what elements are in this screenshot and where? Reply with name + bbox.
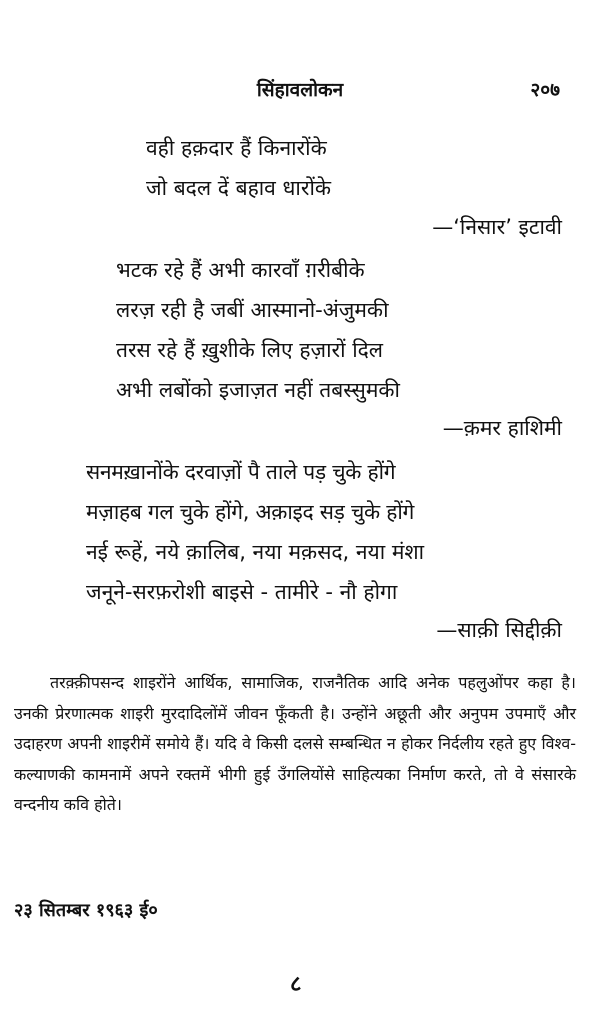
verse-line: वही हक़दार हैं किनारोंके bbox=[146, 136, 327, 160]
page-header bbox=[0, 76, 600, 102]
date-line: २३ सितम्बर १९६३ ई० bbox=[14, 900, 158, 921]
prose-paragraph-block bbox=[14, 668, 576, 821]
footer-mark: ८ bbox=[290, 972, 302, 997]
poet-attribution: —क़मर हाशिमी bbox=[442, 416, 562, 440]
verse-line: सनमख़ानोंके दरवाज़ों पै ताले पड़ चुके होंगे bbox=[86, 460, 396, 484]
verse-line: लरज़ रही है जबीं आस्मानो-अंजुमकी bbox=[116, 298, 389, 322]
poet-attribution: —साक़ी सिद्दीक़ी bbox=[436, 618, 562, 642]
verse-line: भटक रहे हैं अभी कारवाँ ग़रीबीके bbox=[116, 258, 365, 282]
verse-line: नई रूहें, नये क़ालिब, नया मक़सद, नया मंशा bbox=[86, 540, 425, 564]
prose-paragraph: तरक़्क़ीपसन्द शाइरोंने आर्थिक, सामाजिक, राजनैतिक आदि अनेक पहलुओंपर कहा है। उनकी प्रेरणात्मक शाइरी मुरदादिलोंमें जीवन फूँकती है। उन्होंने अछूती और अनुपम उपमाएँ और उदाहरण अपनी शाइरीमें समोये हैं। यदि वे किसी दलसे सम्बन्धित न होकर निर्दलीय रहते हुए विश्व-कल्याणकी कामनामें अपने रक्तमें भीगी हुई उँगलियोंसे साहित्यका निर्माण करते, तो वे संसारके वन्दनीय कवि होते। bbox=[14, 673, 576, 814]
running-head: सिंहावलोकन bbox=[256, 79, 344, 101]
poet-attribution: —‘निसार’ इटावी bbox=[432, 215, 562, 239]
verse-line: तरस रहे हैं ख़ुशीके लिए हज़ारों दिल bbox=[116, 338, 384, 362]
verse-line: जनूने-सरफ़रोशी बाइसे - तामीरे - नौ होगा bbox=[86, 580, 398, 604]
verse-line: अभी लबोंको इजाज़त नहीं तबस्सुमकी bbox=[116, 378, 400, 402]
verse-line: जो बदल दें बहाव धारोंके bbox=[146, 176, 332, 200]
page-number: २०७ bbox=[530, 79, 560, 101]
verse-line: मज़ाहब गल चुके होंगे, अक़ाइद सड़ चुके होंगे bbox=[86, 500, 415, 524]
